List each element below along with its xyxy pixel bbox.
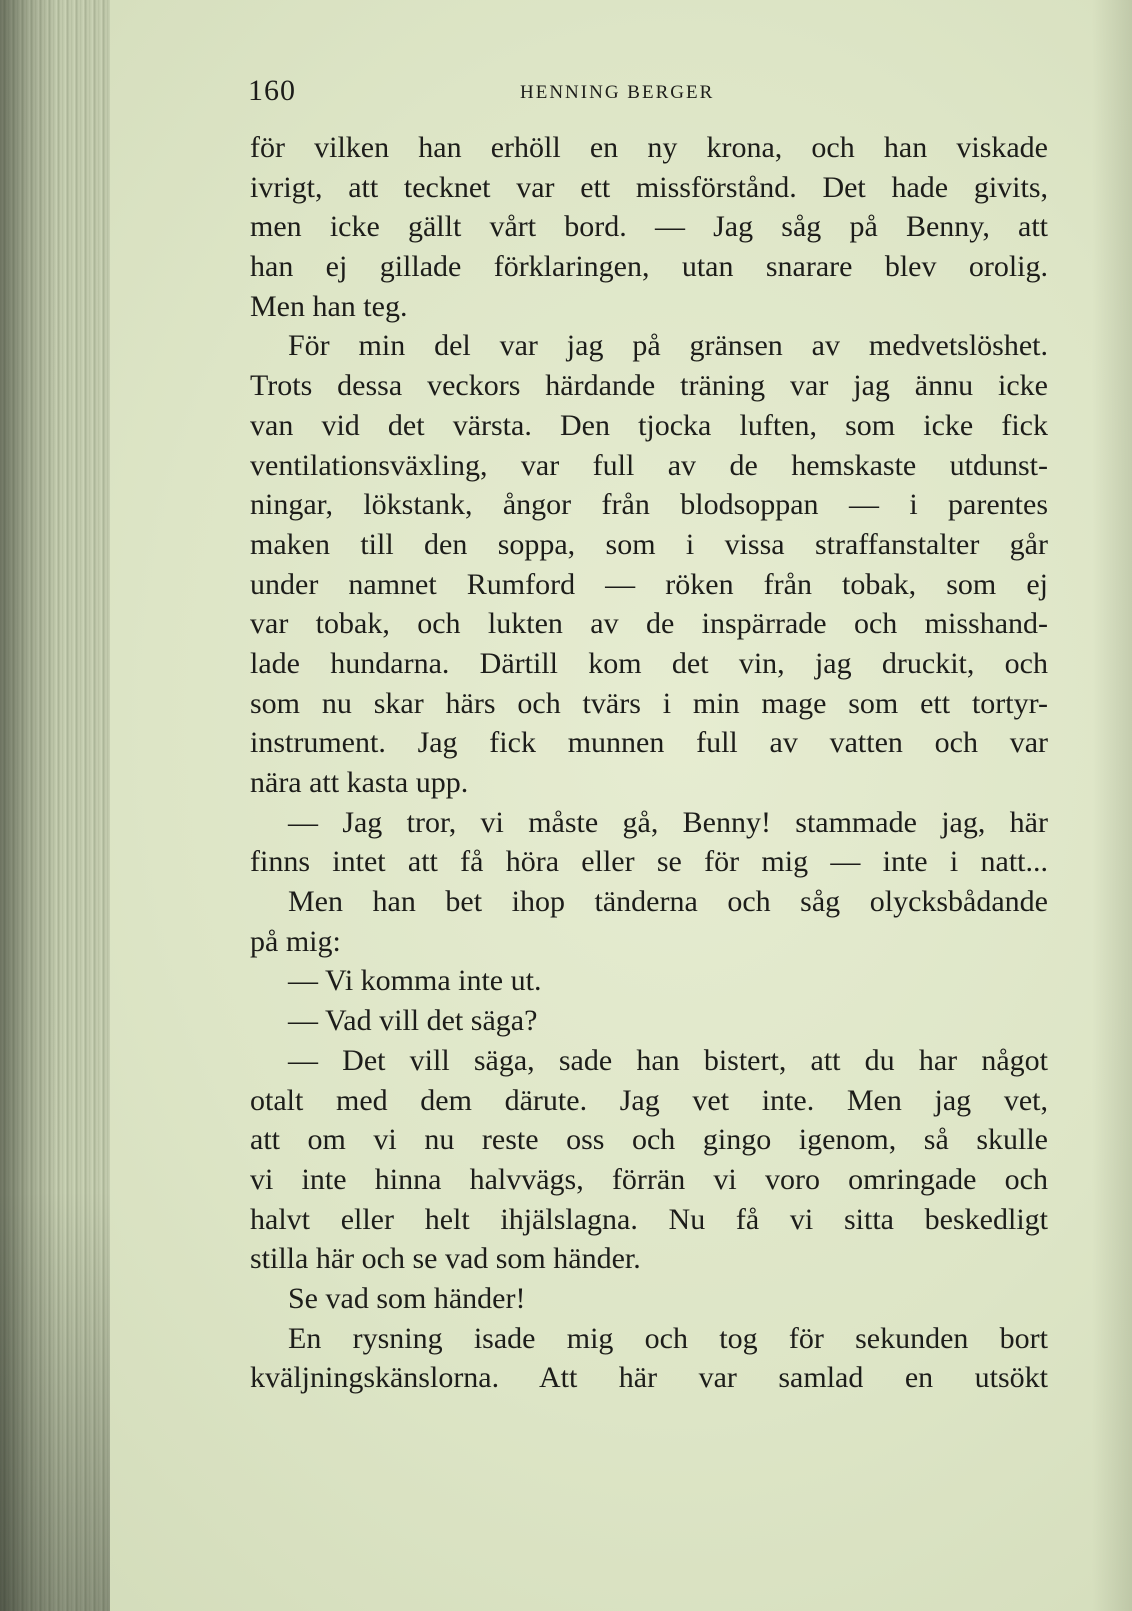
- right-page-shade: [1092, 0, 1132, 1611]
- text-line: — Vi komma inte ut.: [288, 964, 542, 998]
- text-line: finns intet att få höra eller se för mig — inte i natt...: [250, 845, 1048, 879]
- text-line: Men han bet ihop tänderna och såg olycksbådande: [288, 885, 1048, 919]
- text-line: ivrigt, att tecknet var ett missförstånd. Det hade givits,: [250, 170, 1048, 204]
- text-line: Men han teg.: [250, 289, 408, 323]
- text-line: nära att kasta upp.: [250, 766, 469, 799]
- text-line: han ej gillade förklaringen, utan snarare blev orolig.: [250, 250, 1048, 284]
- text-line: instrument. Jag fick munnen full av vatten och var: [250, 726, 1048, 760]
- text-line: var tobak, och lukten av de inspärrade och misshand-: [250, 607, 1048, 641]
- page-header: [248, 74, 788, 114]
- edge-bottom-shadow: [0, 1191, 110, 1611]
- text-line: van vid det värsta. Den tjocka luften, som icke fick: [250, 408, 1048, 442]
- text-line: kväljningskänslorna. Att här var samlad en utsökt: [250, 1361, 1048, 1395]
- page-number: 160: [248, 74, 296, 107]
- text-line: — Det vill säga, sade han bistert, att du har något: [288, 1043, 1048, 1077]
- running-head: HENNING BERGER: [520, 82, 715, 103]
- text-line: stilla här och se vad som händer.: [250, 1242, 641, 1276]
- text-line: ningar, lökstank, ångor från blodsoppan — i parentes: [250, 488, 1048, 522]
- text-line: lade hundarna. Därtill kom det vin, jag druckit, och: [250, 646, 1048, 680]
- text-line: Se vad som händer!: [288, 1281, 526, 1315]
- text-line: att om vi nu reste oss och gingo igenom, så skulle: [250, 1123, 1048, 1157]
- text-line: på mig:: [250, 924, 341, 958]
- text-line: ventilationsväxling, var full av de hemskaste utdunst-: [250, 448, 1048, 482]
- text-line: vi inte hinna halvvägs, förrän vi voro omringade och: [250, 1162, 1048, 1196]
- text-line: men icke gällt vårt bord. — Jag såg på Benny, att: [250, 210, 1048, 244]
- text-line: Trots dessa veckors härdande träning var jag ännu icke: [250, 369, 1048, 403]
- text-line: för vilken han erhöll en ny krona, och han viskade: [250, 131, 1048, 164]
- text-line: maken till den soppa, som i vissa straffanstalter går: [250, 527, 1048, 561]
- text-line: För min del var jag på gränsen av medvetslöshet.: [288, 329, 1048, 363]
- text-line: — Jag tror, vi måste gå, Benny! stammade jag, här: [288, 805, 1048, 839]
- text-line: som nu skar härs och tvärs i min mage som ett tortyr-: [250, 686, 1048, 720]
- text-line: under namnet Rumford — röken från tobak, som ej: [250, 567, 1048, 601]
- text-line: — Vad vill det säga?: [288, 1004, 538, 1038]
- text-line: En rysning isade mig och tog för sekunden bort: [288, 1321, 1048, 1355]
- text-line: halvt eller helt ihjälslagna. Nu få vi sitta beskedligt: [250, 1202, 1048, 1236]
- text-line: otalt med dem därute. Jag vet inte. Men jag vet,: [250, 1083, 1048, 1117]
- body-text: [250, 128, 1048, 1398]
